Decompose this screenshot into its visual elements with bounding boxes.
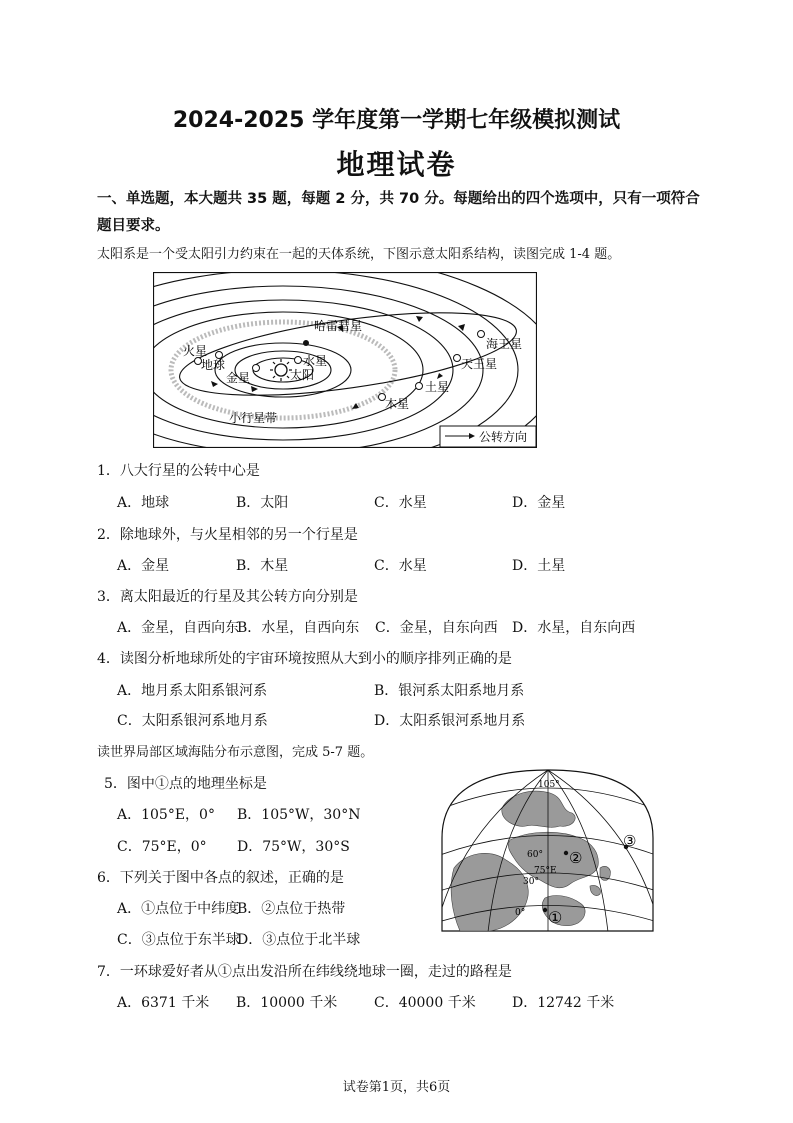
q3-option-d[interactable]: D．水星，自东向西 [512,620,636,636]
intro-text-1: 太阳系是一个受太阳引力约束在一起的天体系统，下图示意太阳系结构，读图完成 1-4 题。 [97,247,621,262]
label-neptune: 海王星 [486,337,523,351]
q6-option-b[interactable]: B．②点位于热带 [237,901,346,917]
label-mercury: 水星 [303,354,328,368]
label-mars: 火星 [183,344,208,358]
question-6-stem: 6．下列关于图中各点的叙述，正确的是 [97,870,344,886]
point-1-label: ① [548,908,563,927]
section-heading: 一、单选题，本大题共 35 题，每题 2 分，共 70 分。每题给出的四个选项中，只有一项符合题目要求。 [97,191,700,234]
q5-option-b[interactable]: B．105°W，30°N [237,807,361,823]
q2-option-b[interactable]: B．木星 [236,558,289,574]
q5-option-a[interactable]: A．105°E，0° [117,807,215,823]
q1-option-c[interactable]: C．水星 [374,495,427,511]
q2-option-c[interactable]: C．水星 [374,558,427,574]
question-4-stem: 4．读图分析地球所处的宇宙环境按照从大到小的顺序排列正确的是 [97,651,512,667]
q1-option-b[interactable]: B．太阳 [236,495,289,511]
q4-option-c[interactable]: C．太阳系银河系地月系 [117,713,268,729]
q6-option-a[interactable]: A．①点位于中纬度 [117,901,240,917]
label-sun: 太阳 [290,368,315,382]
q7-option-c[interactable]: C．40000 千米 [374,995,476,1011]
legend-revolution: 公转方向 [479,430,528,444]
label-asteroid-belt: 小行星带 [229,411,278,425]
lat-30-label: 30° [523,877,539,887]
subject-title: 地理试卷 [336,148,457,181]
q3-option-b[interactable]: B．水星，自西向东 [237,620,360,636]
world-map-figure [440,768,655,932]
q7-option-a[interactable]: A．6371 千米 [117,995,210,1011]
question-2-stem: 2．除地球外，与火星相邻的另一个行星是 [97,527,358,543]
q1-option-a[interactable]: A．地球 [117,495,170,511]
q5-option-d[interactable]: D．75°W，30°S [237,839,350,855]
q3-option-a[interactable]: A．金星，自西向东 [117,620,240,636]
point-2-label: ② [569,849,583,867]
point-3-label: ③ [623,832,637,850]
lat-0-label: 0° [515,908,526,918]
q2-option-d[interactable]: D．土星 [512,558,566,574]
q4-option-b[interactable]: B．银河系太阳系地月系 [374,683,525,699]
lat-60-label: 60° [527,850,543,860]
label-venus: 金星 [226,371,251,385]
q6-option-c[interactable]: C．③点位于东半球 [117,932,240,948]
label-uranus: 天王星 [461,357,498,371]
question-3-stem: 3．离太阳最近的行星及其公转方向分别是 [97,589,358,605]
intro-text-2: 读世界局部区域海陆分布示意图，完成 5-7 题。 [97,745,374,760]
solar-system-figure [153,272,537,448]
question-1-stem: 1．八大行星的公转中心是 [97,463,260,479]
question-7-stem: 7．一环球爱好者从①点出发沿所在纬线绕地球一圈，走过的路程是 [97,964,512,980]
exam-title: 2024-2025 学年度第一学期七年级模拟测试 [172,108,621,133]
q7-option-d[interactable]: D．12742 千米 [512,995,615,1011]
q6-option-d[interactable]: D．③点位于北半球 [237,932,361,948]
q3-option-c[interactable]: C．金星，自东向西 [375,620,498,636]
q4-option-a[interactable]: A．地月系太阳系银河系 [117,683,268,699]
lon-75e-label: 75°E [534,866,557,876]
q1-option-d[interactable]: D．金星 [512,495,566,511]
label-saturn: 土星 [425,380,450,394]
question-5-stem: 5．图中①点的地理坐标是 [104,776,267,792]
lon-105-label: 105° [538,780,560,790]
q4-option-d[interactable]: D．太阳系银河系地月系 [374,713,526,729]
label-earth: 地球 [201,358,226,372]
q5-option-c[interactable]: C．75°E，0° [117,839,207,855]
page-footer: 试卷第1页，共6页 [342,1080,451,1095]
q2-option-a[interactable]: A．金星 [117,558,170,574]
label-jupiter: 木星 [385,397,410,411]
label-comet: 哈雷彗星 [314,319,363,333]
q7-option-b[interactable]: B．10000 千米 [236,995,338,1011]
